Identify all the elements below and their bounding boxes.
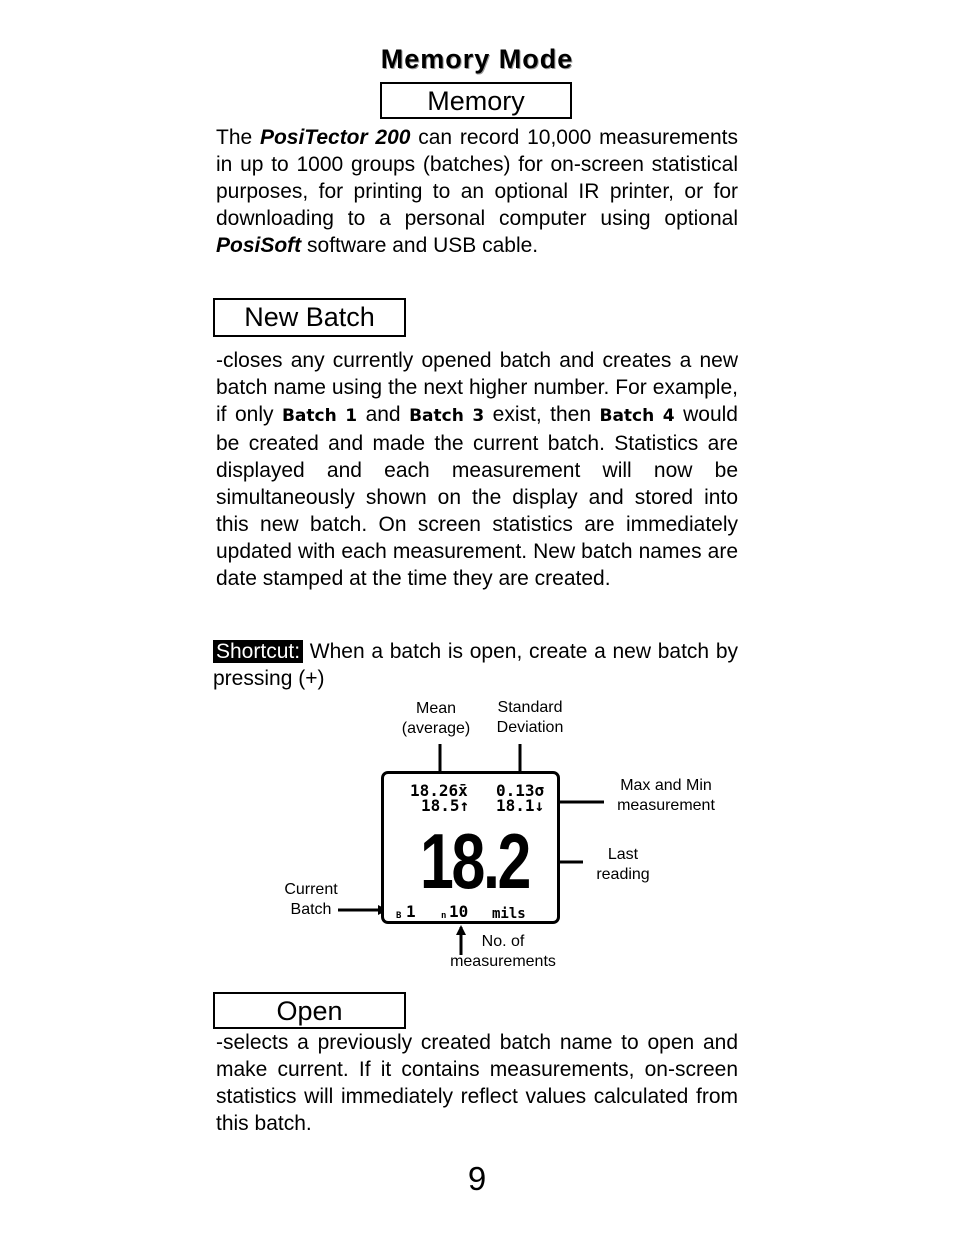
open-paragraph bbox=[216, 1029, 738, 1137]
memory-text-2: can record 10,000 measurements in up to 1000 groups (batches) for on-screen statistical purposes, for printing to an optional IR printer, or for downloading to a personal computer using optional bbox=[216, 126, 738, 230]
open-heading: Open bbox=[276, 996, 343, 1026]
lcd-max: 18.5↑ bbox=[421, 796, 470, 815]
lcd-count-prefix: n bbox=[441, 911, 447, 921]
open-text: -selects a previously created batch name to open and make current. If it contains measurements, on-screen statistics will immediately reflect values calculated from this batch. bbox=[216, 1031, 738, 1135]
batch-1-ref: Batch 1 bbox=[281, 406, 358, 426]
new-batch-text-4: would be created and made the current batch. Statistics are displayed and each measurement will now be simultaneously shown on the display and stored into this new batch. On screen statistics are immediately updated with each measurement. New batch names are date stamped at the time they are created. bbox=[216, 403, 738, 590]
memory-text-1: The bbox=[216, 126, 253, 149]
new-batch-text-2: and bbox=[365, 403, 401, 426]
mean-label: Mean (average) bbox=[401, 700, 471, 737]
page-title: Memory Mode bbox=[380, 44, 574, 74]
lcd-batch-number: 1 bbox=[406, 902, 416, 921]
page-number: 9 bbox=[467, 1160, 487, 1197]
memory-heading: Memory bbox=[427, 86, 525, 116]
maxmin-label: Max and Min measurement bbox=[617, 777, 715, 814]
memory-text-3: software and USB cable. bbox=[307, 234, 539, 257]
batch-4-ref: Batch 4 bbox=[599, 406, 675, 426]
shortcut-badge: Shortcut: bbox=[213, 640, 303, 663]
count-label: No. of measurements bbox=[450, 933, 556, 970]
lcd-min: 18.1↓ bbox=[496, 796, 545, 815]
stddev-label: Standard Deviation bbox=[496, 699, 564, 736]
batch-3-ref: Batch 3 bbox=[409, 406, 485, 426]
new-batch-heading: New Batch bbox=[244, 302, 375, 332]
open-heading-box bbox=[213, 992, 406, 1029]
lcd-reading: 18.2 bbox=[420, 817, 530, 905]
product-name: PosiTector 200 bbox=[259, 126, 411, 149]
gauge-lcd-display bbox=[381, 771, 560, 924]
shortcut-text: When a batch is open, create a new batch by pressing (+) bbox=[213, 640, 738, 690]
new-batch-text-3: exist, then bbox=[492, 403, 592, 426]
last-reading-label: Last reading bbox=[596, 846, 650, 883]
lcd-mean: 18.26x̄ bbox=[410, 781, 468, 800]
new-batch-text-1: -closes any currently opened batch and creates a new batch name using the next higher number. For example, if only bbox=[216, 349, 738, 426]
software-name: PosiSoft bbox=[216, 234, 302, 257]
lcd-units: mils bbox=[492, 906, 526, 922]
lcd-count: 10 bbox=[449, 902, 469, 921]
lcd-stddev: 0.13σ bbox=[496, 781, 545, 800]
lcd-batch-prefix: B bbox=[396, 911, 402, 921]
current-batch-label: Current Batch bbox=[284, 881, 338, 918]
